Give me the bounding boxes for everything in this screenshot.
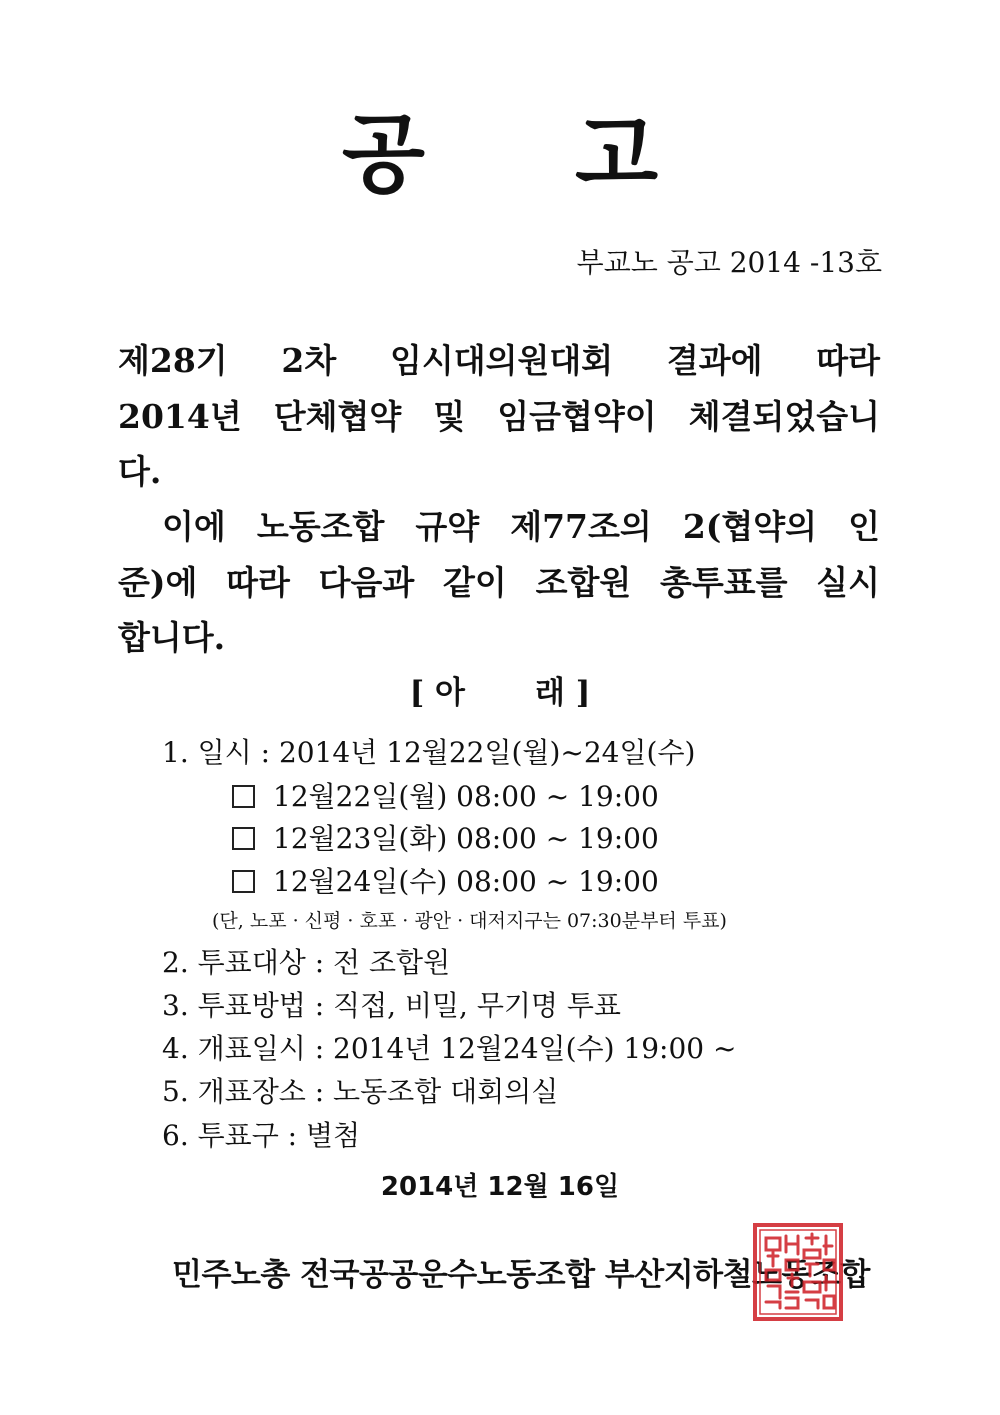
section-heading bbox=[0, 673, 1000, 713]
organization-name: 민주노총 전국공공운수노동조합 부산지하철노동조합 bbox=[172, 1257, 870, 1293]
heading-close: 래 ] bbox=[535, 675, 591, 711]
paragraph-1-line-2: 2014년 단체협약 및 임금협약이 체결되었습니 bbox=[118, 397, 880, 436]
paragraph-1-line-1: 제28기 2차 임시대의원대회 결과에 따라 bbox=[118, 341, 880, 380]
schedule-note: (단, 노포 · 신평 · 호포 · 광안 · 대저지구는 07:30분부터 투표) bbox=[212, 910, 727, 932]
paragraph-1-line-3: 다. bbox=[118, 452, 162, 491]
item-3-method: 3. 투표방법 : 직접, 비밀, 무기명 투표 bbox=[162, 989, 621, 1022]
schedule-entry-1-text: 12월22일(월) 08:00 ~ 19:00 bbox=[273, 780, 659, 813]
item-1-schedule: 1. 일시 : 2014년 12월22일(월)~24일(수) bbox=[162, 736, 696, 769]
item-5-count-place: 5. 개표장소 : 노동조합 대회의실 bbox=[162, 1075, 559, 1108]
notice-date: 2014년 12월 16일 bbox=[380, 1172, 620, 1202]
schedule-entry-2-text: 12월23일(화) 08:00 ~ 19:00 bbox=[273, 822, 659, 855]
checkbox-icon bbox=[232, 785, 255, 808]
schedule-entry-3 bbox=[232, 863, 659, 901]
checkbox-icon bbox=[232, 827, 255, 850]
title-char-1: 공 bbox=[341, 104, 425, 205]
schedule-entry-3-text: 12월24일(수) 08:00 ~ 19:00 bbox=[273, 865, 659, 898]
item-2-voters: 2. 투표대상 : 전 조합원 bbox=[162, 946, 451, 979]
paragraph-2-line-1: 이에 노동조합 규약 제77조의 2(협약의 인 bbox=[162, 507, 880, 546]
schedule-entry-1 bbox=[232, 778, 659, 816]
document-number: 부교노 공고 2014 -13호 bbox=[576, 246, 882, 279]
item-4-count-time: 4. 개표일시 : 2014년 12월24일(수) 19:00 ~ bbox=[162, 1032, 737, 1065]
title-char-2: 고 bbox=[575, 104, 659, 205]
official-seal-icon bbox=[752, 1222, 844, 1322]
paragraph-2-line-3: 합니다. bbox=[118, 618, 226, 657]
heading-open: [ 아 bbox=[409, 675, 465, 711]
notice-title bbox=[0, 105, 1000, 205]
checkbox-icon bbox=[232, 870, 255, 893]
paragraph-2-line-2: 준)에 따라 다음과 같이 조합원 총투표를 실시 bbox=[118, 563, 880, 602]
schedule-entry-2 bbox=[232, 820, 659, 858]
item-6-polling-station: 6. 투표구 : 별첨 bbox=[162, 1119, 361, 1152]
